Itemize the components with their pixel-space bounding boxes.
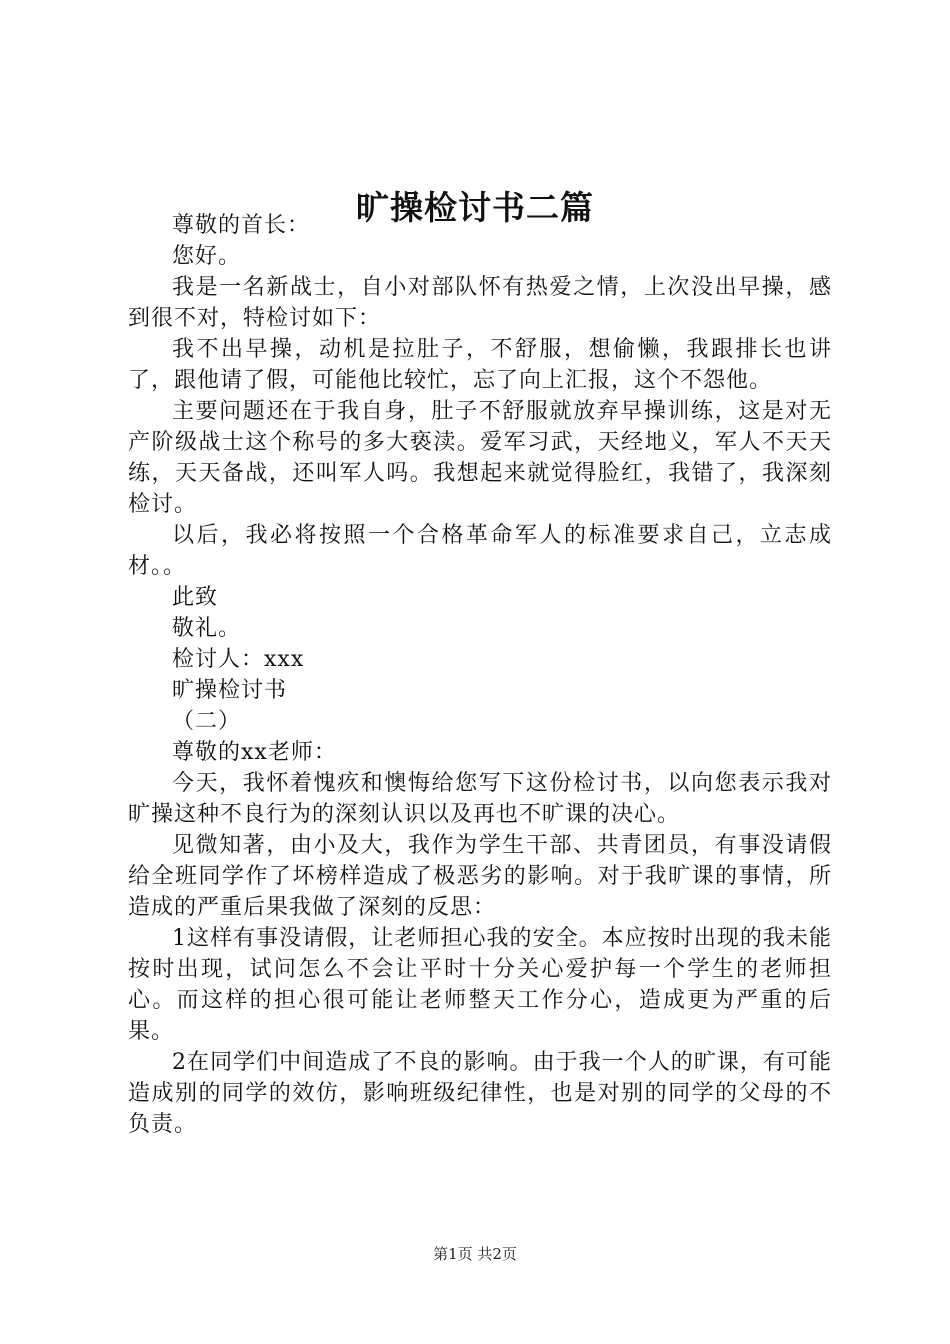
document-body xyxy=(128,210,832,1140)
paragraph: 1这样有事没请假，让老师担心我的安全。本应按时出现的我未能按时出现，试问怎么不会让平时十分关心爱护每一个学生的老师担心。而这样的担心很可能让老师整天工作分心，造成更为严重的后果。 xyxy=(128,926,832,1044)
paragraph: （二） xyxy=(172,709,242,734)
paragraph: 我是一名新战士，自小对部队怀有热爱之情，上次没出早操，感到很不对，特检讨如下： xyxy=(128,275,832,331)
paragraph: 见微知著，由小及大，我作为学生干部、共青团员，有事没请假给全班同学作了坏榜样造成了极恶劣的影响。对于我旷课的事情，所造成的严重后果我做了深刻的反思： xyxy=(128,833,832,920)
document-title: 旷操检讨书二篇 xyxy=(356,188,594,227)
paragraph: 此致 xyxy=(172,585,219,610)
paragraph: 旷操检讨书 xyxy=(172,678,288,703)
paragraph: 今天，我怀着愧疚和懊悔给您写下这份检讨书，以向您表示我对旷操这种不良行为的深刻认识以及再也不旷课的决心。 xyxy=(128,771,832,827)
paragraph: 尊敬的xx老师： xyxy=(172,740,337,765)
paragraph: 敬礼。 xyxy=(172,616,242,641)
paragraph: 尊敬的首长： xyxy=(172,213,311,238)
paragraph: 我不出早操，动机是拉肚子，不舒服，想偷懒，我跟排长也讲了，跟他请了假，可能他比较忙，忘了向上汇报，这个不怨他。 xyxy=(128,337,832,393)
page-number-footer: 第1页 共2页 xyxy=(433,1245,517,1263)
paragraph: 主要问题还在于我自身，肚子不舒服就放弃早操训练，这是对无产阶级战士这个称号的多大亵渎。爱军习武，天经地义，军人不天天练，天天备战，还叫军人吗。我想起来就觉得脸红，我错了，我深刻检讨。 xyxy=(128,399,832,517)
paragraph: 检讨人：xxx xyxy=(172,647,305,672)
paragraph: 您好。 xyxy=(172,244,242,269)
paragraph: 2在同学们中间造成了不良的影响。由于我一个人的旷课，有可能造成别的同学的效仿，影响班级纪律性，也是对别的同学的父母的不负责。 xyxy=(128,1050,832,1137)
paragraph: 以后，我必将按照一个合格革命军人的标准要求自己，立志成材。。 xyxy=(128,523,832,579)
